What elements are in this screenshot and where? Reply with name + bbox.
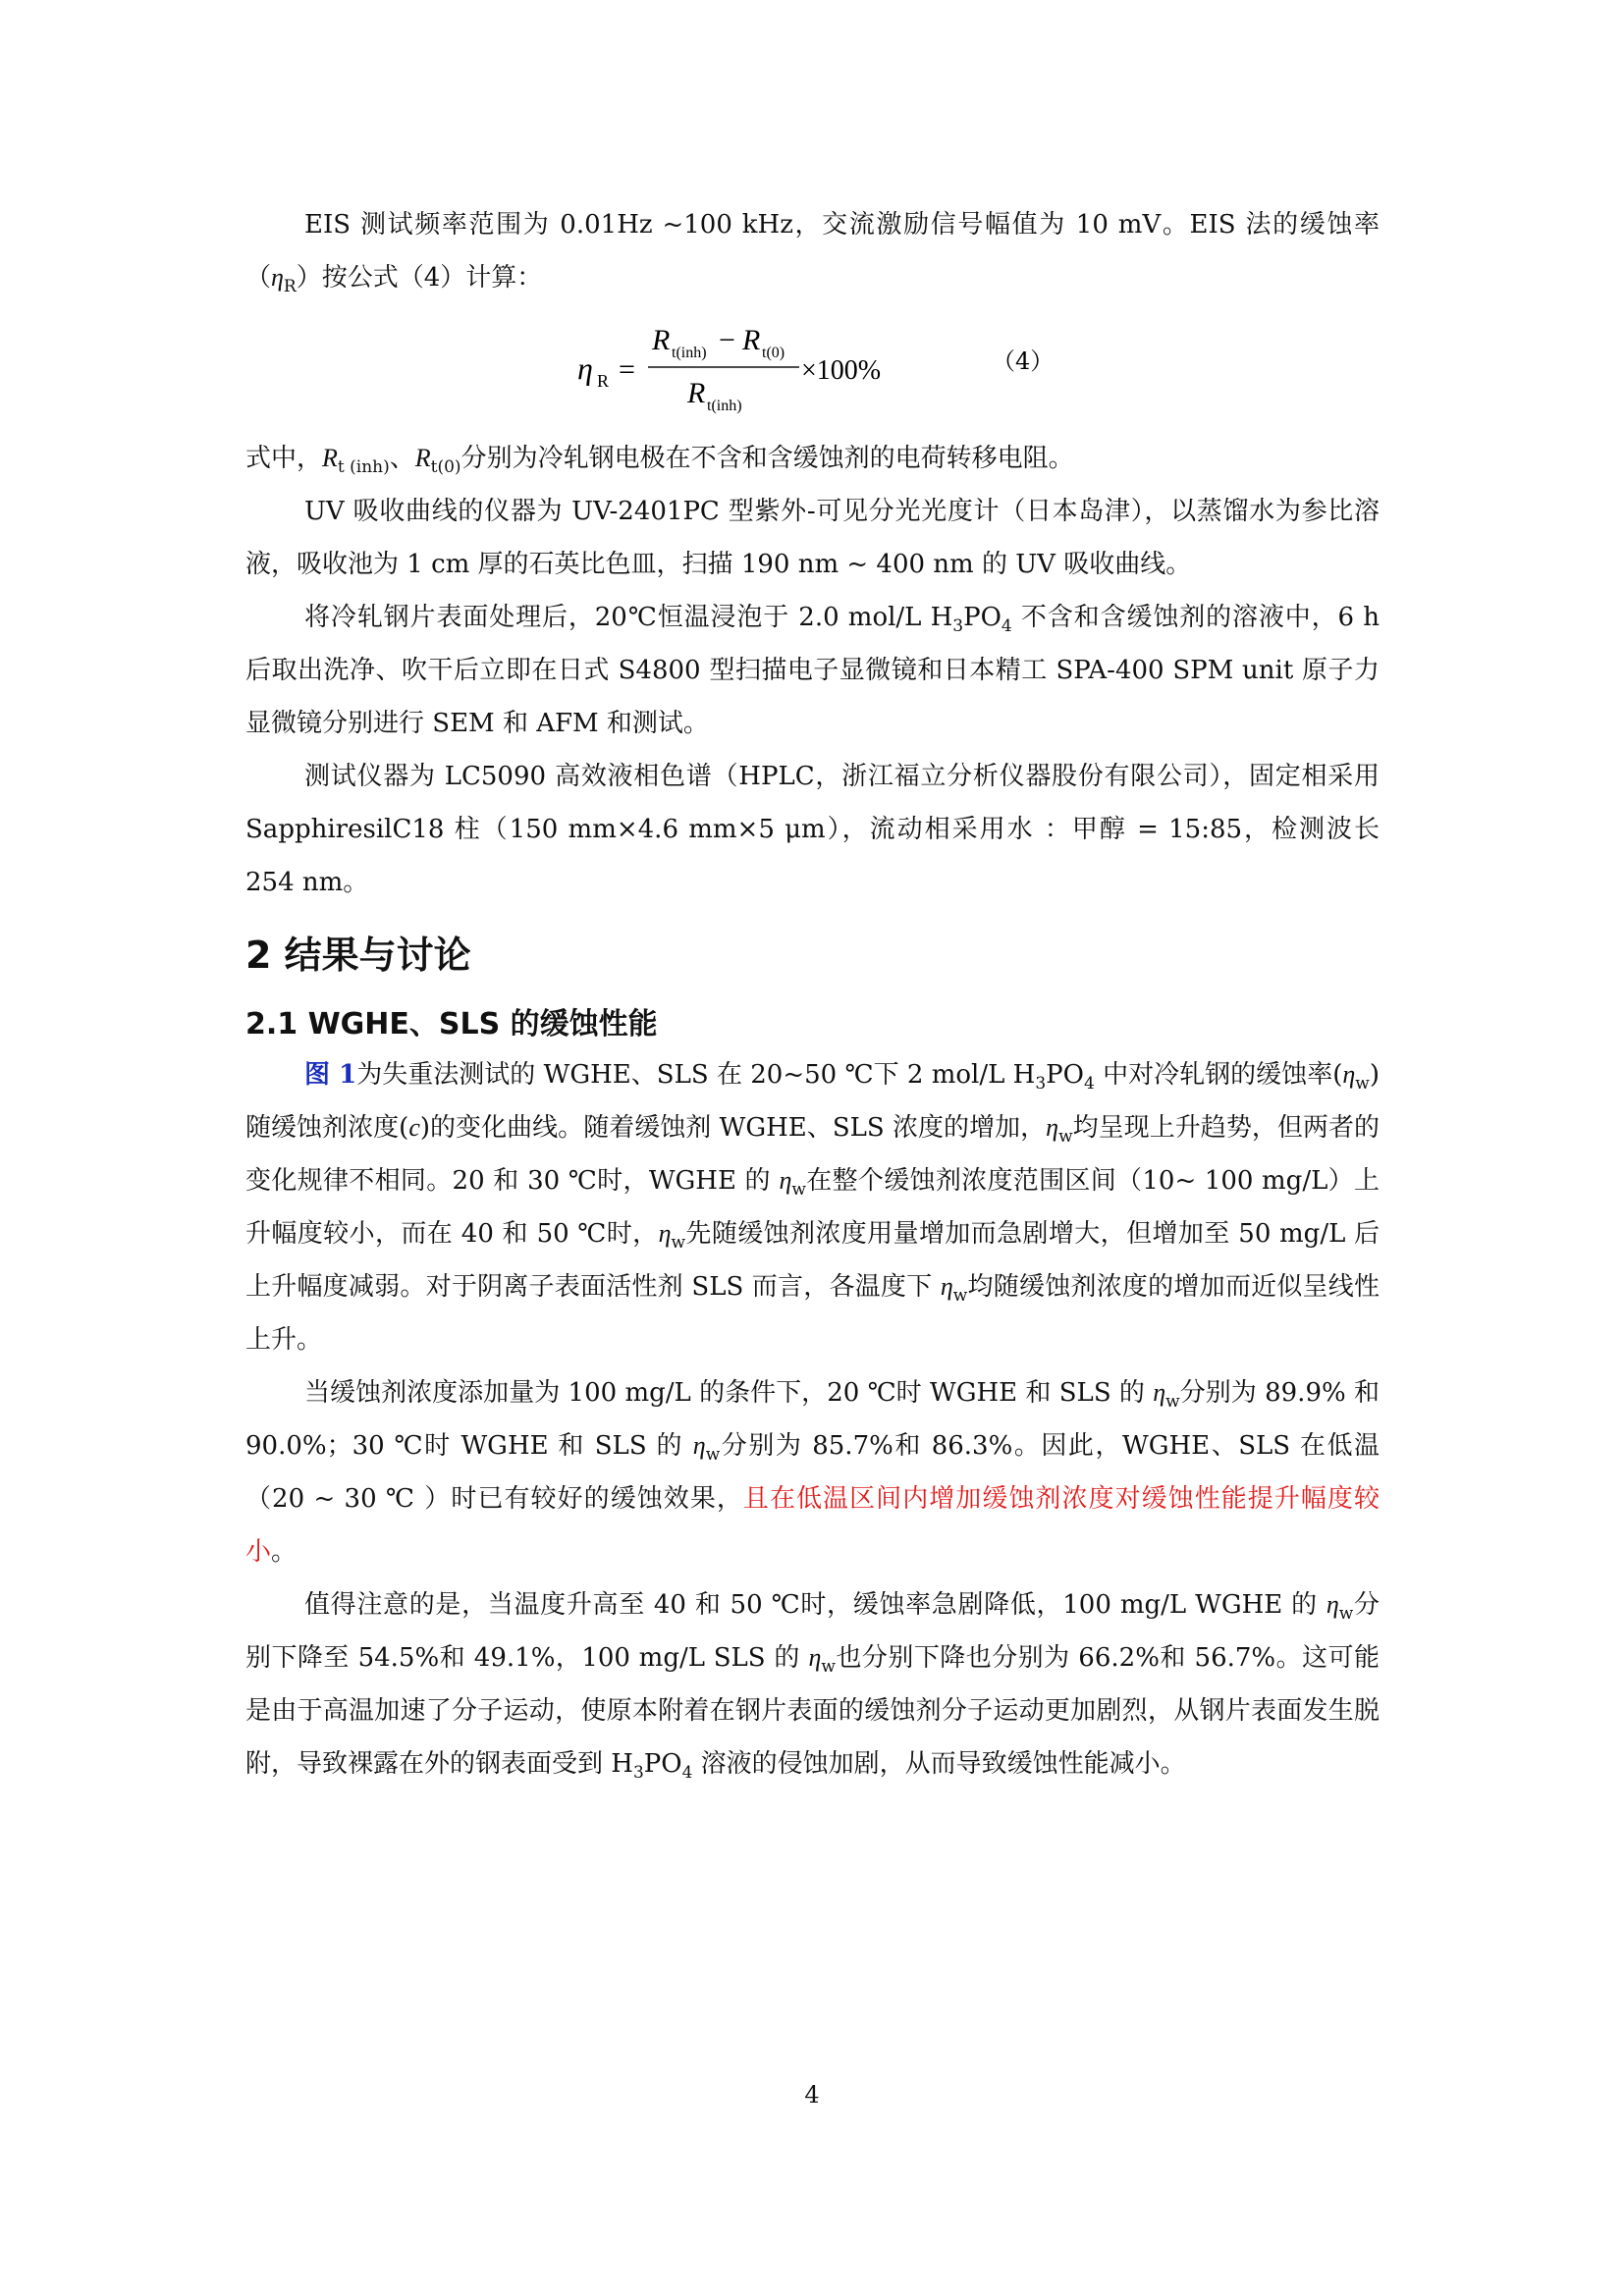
page-number: 4 [804,2081,820,2109]
minus-sign: − [719,324,735,356]
eta-subscript: R [597,371,610,391]
paragraph-hplc: 测试仪器为 LC5090 高效液相色谱（HPLC，浙江福立分析仪器股份有限公司），固定相采用 SapphiresilC18 柱（150 mm×4.6 mm×5 μm），流动相采用水 ：甲醇 = 15:85，检测波长 254 nm。 [245,762,1380,897]
paragraph-eis-range: EIS 测试频率范围为 0.01Hz ~100 kHz，交流激励信号幅值为 10 mV。EIS 法的缓蚀率$(\eta_R)$按公式（4）计算： [245,210,1380,296]
equation-4 [569,316,1080,414]
section-heading: 2 结果与讨论 [245,934,471,977]
paragraph-sem-afm: 将冷轧钢片表面处理后，20℃恒温浸泡于 2.0 mol/L $H_3PO_4$ 不含和含缓蚀剂的溶液中，6 h 后取出洗净、吹干后立即在日式 S4800 型扫描电子显微镜和日本精工 SPA-400 SPM unit 原子力显微镜分别进行 SEM 和 AFM 和测试。 [245,603,1380,738]
numerator-r2: R [742,324,761,356]
subsection-heading: 2.1 WGHE、SLS 的缓蚀性能 [245,1007,658,1041]
numerator-sub1: t(inh) [672,345,707,361]
paragraph-high-temp: 值得注意的是，当温度升高至 40 和 50 ℃时，缓蚀率急剧降低，100 mg/L WGHE 的 $\eta_w$分别下降至 54.5%和 49.1%，100 mg/L SLS 的 $\eta_w$也分别下降也分别为 66.2%和 56.7%。这可能是由于高温加速了分子运动，使原本附着在钢片表面的缓蚀剂分子运动更加剧烈，从钢片表面发生脱附，导致裸露在外的钢表面受到 $H_3PO_4$ 溶液的侵蚀加剧，从而导致缓蚀性能减小。 [245,1590,1380,1783]
eta-symbol: η [577,350,593,386]
paragraph-where: 式中，$R_{t (inh)}$、$R_{t(0)}$分别为冷轧钢电极在不含和含缓蚀剂的电荷转移电阻。 [245,444,1074,477]
paragraph-low-temp: 当缓蚀剂浓度添加量为 100 mg/L 的条件下，20 ℃时 WGHE 和 SLS 的 $\eta_w$分别为 89.9% 和 90.0%；30 ℃时 WGHE 和 SLS 的 $\eta_w$分别为 85.7%和 86.3%。因此，WGHE、SLS 在低温（20 ~ 30 ℃ ）时已有较好的缓蚀效果，且在低温区间内增加缓蚀剂浓度对缓蚀性能提升幅度较小。 [245,1378,1380,1567]
equals-sign: = [619,353,635,386]
paragraph-uv: UV 吸收曲线的仪器为 UV-2401PC 型紫外-可见分光光度计（日本岛津），以蒸馏水为参比溶液，吸收池为 1 cm 厚的石英比色皿，扫描 190 nm ~ 400 nm 的 UV 吸收曲线。 [245,497,1380,579]
numerator-r1: R [652,324,671,356]
denominator-sub: t(inh) [707,398,742,414]
denominator-r: R [687,377,706,409]
numerator-sub2: t(0) [762,345,785,361]
equation-number: （4） [992,347,1055,375]
times-100-percent: ×100% [801,355,882,386]
highlighted-text: 且在低温区间内增加缓蚀剂浓度对缓蚀性能提升幅度较小 [245,1484,1380,1567]
paragraph-figure-1: 图 1为失重法测试的 WGHE、SLS 在 20~50 ℃下 2 mol/L $H_3PO_4$ 中对冷轧钢的缓蚀率$(\eta_w)$随缓蚀剂浓度(c)的变化曲线。随着缓蚀剂 WGHE、SLS 浓度的增加，$\eta_w$均呈现上升趋势，但两者的变化规律不相同。20 和 30 ℃时，WGHE 的 $\eta_w$在整个缓蚀剂浓度范围区间（10~ 100 mg/L）上升幅度较小，而在 40 和 50 ℃时，$\eta_w$先随缓蚀剂浓度用量增加而急剧增大，但增加至 50 mg/L 后上升幅度减弱。对于阴离子表面活性剂 SLS 而言，各温度下 $\eta_w$均随缓蚀剂浓度的增加而近似呈线性上升。 [245,1060,1380,1355]
figure-1-link[interactable]: 图 1 [304,1060,357,1090]
